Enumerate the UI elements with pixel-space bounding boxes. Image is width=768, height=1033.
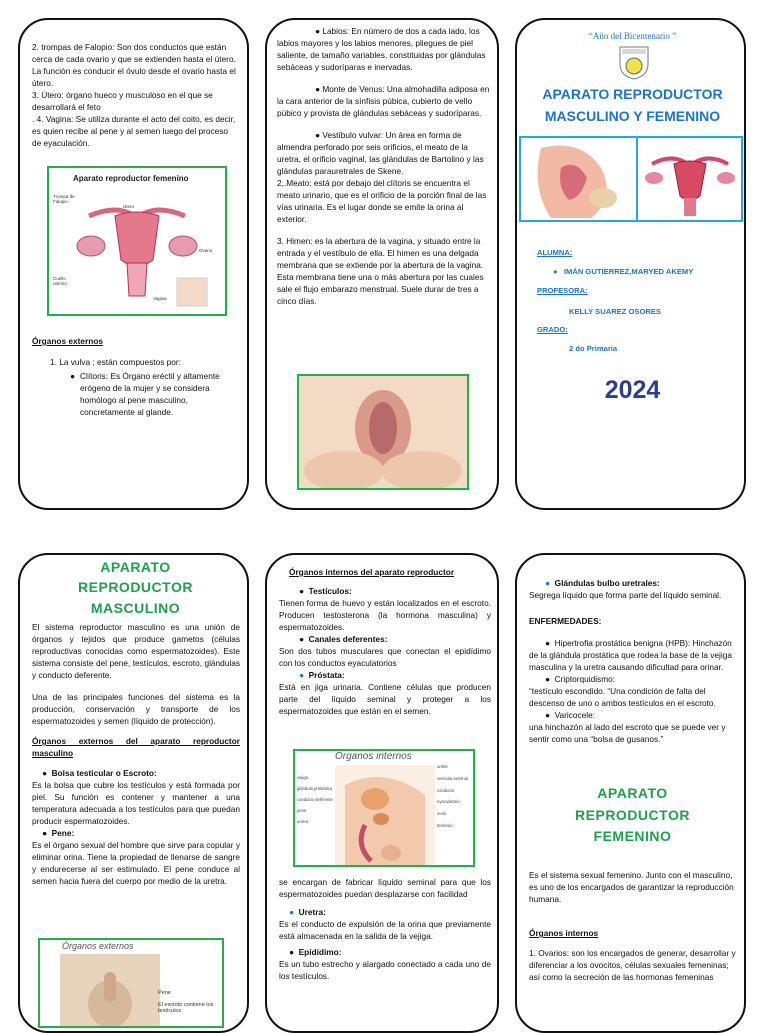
glandulas-text: Segrega líquido que forma parte del líquido seminal.: [529, 590, 722, 601]
vulva-illustration: [299, 376, 467, 488]
uretra-heading: ● Uretra:: [289, 907, 326, 918]
label-utero: Útero: [123, 204, 135, 209]
canales-heading: ● Canales deferentes:: [299, 634, 388, 645]
label-pene: Pene: [158, 990, 171, 996]
male-ext-img-title: Órganos externos: [62, 941, 134, 951]
female-pelvis-illustration: [521, 138, 638, 220]
label-ureter: uréter: [437, 764, 448, 769]
panel-female-internal: [18, 18, 249, 510]
label-recto: recto: [437, 811, 447, 817]
enfermedades-heading: ENFERMEDADES:: [529, 616, 602, 627]
varicocele-heading: ● Varicocele:: [545, 710, 596, 721]
panel-female-external: [265, 18, 499, 510]
motto: “Año del Bicentenario ”: [588, 31, 677, 41]
cover-images: [519, 136, 743, 222]
female-title: APARATO REPRODUCTOR FEMENINO: [575, 785, 690, 845]
male-internal-diagram: [293, 749, 475, 867]
male-intro: El sistema reproductor masculino es una unión de órganos y tejidos que produce gametos (células reproductivas conocidas como espermatozoides). Este sistema consiste del pene, testículos, escroto, glándulas y conducto deferente.: [32, 622, 240, 681]
uterus-front-illustration: [638, 138, 741, 220]
hpb-text: ● Hipertrofia prostática benigna (HPB): Hinchazón de la glándula prostática que rodea la base de la vejiga masculina y la uretra causando dificultad para orinar.: [529, 638, 732, 673]
panel-cover: [515, 18, 746, 510]
prostata-text: Está en jiga urinaria. Contiene células que producen parte del líquido seminal y proteger a los espermatozoides que están en el semen.: [279, 682, 491, 717]
label-vesicula: vesícula seminal: [437, 775, 468, 781]
escroto-heading: ● Bolsa testicular o Escroto:: [42, 768, 157, 779]
grado-value: 2 do Primaria: [569, 344, 618, 353]
label-trompa: Trompa de Falopio: [53, 194, 75, 204]
vestibulo-text: ● Vestíbulo vulvar: Un área en forma de almendra perforado por seis orificios, el meato de la uretra, el orificio vaginal, las glándulas de Bartolino y las glándulas parauretrales de Skene.: [277, 130, 484, 177]
glandulas-heading: ● Glándulas bulbo uretrales:: [545, 578, 660, 588]
male-int-img-title: Órganos internos: [335, 751, 412, 762]
seminal-text: se encargan de fabricar líquido seminal para que los espermatozoides puedan desplazarse con facilidad: [279, 877, 491, 900]
meato-text: 2,.Meato: está por debajo del clítoris se encuentra el meato urinario, que es el orificio de la porción final de las vías urinaria. Es el lugar donde se emite la orina al exterior.: [277, 178, 487, 225]
male-external-diagram: [38, 938, 224, 1028]
panel-male-internal: [265, 553, 499, 1033]
male-functions: Una de las principales funciones del sistema es la producción, conservación y transporte de los espermatozoides y semen (líquido de protección).: [32, 692, 240, 727]
school-crest-icon: [617, 44, 651, 80]
internal-heading: Órganos internos del aparato reproductor: [289, 567, 455, 577]
label-testiculo: testículo: [437, 822, 453, 828]
grado-label: GRADO:: [537, 325, 568, 334]
cripto-heading: ● Criptorquidismo:: [545, 674, 616, 685]
clitoris-item: ● Clítoris: Es Órgano eréctil y altamente erógeno de la mujer y se considera homólogo al pene masculino, concretamente al glande.: [70, 371, 220, 418]
epididimo-text: Es un tubo estrecho y alargado conectado a cada uno de los testículos.: [279, 959, 491, 982]
vulva-item: 1. La vulva ; están compuestos por:: [50, 357, 181, 367]
profesora-label: PROFESORA:: [537, 286, 588, 295]
varicocele-text: una hinchazón al lado del escroto que se puede ver y sentir como una “bolsa de gusanos.”: [529, 722, 726, 745]
male-external-heading: Órganos externos del aparato reproductor masculino: [32, 736, 240, 759]
diagram-title: Aparato reproductor femenino: [73, 174, 189, 183]
vagina-text: . 4. Vagina: Se utiliza durante el acto del coito, es decir, es quien recibe al pene y al semen luego del proceso de eyaculación.: [32, 114, 236, 149]
male-external-illustration: [60, 954, 160, 1028]
alumna-label: ALUMNA:: [537, 248, 573, 257]
pene-text: Es el órgano sexual del hombre que sirve para copular y eliminar orina. Tiene la propiedad de llenarse de sangre y endurecerse al ser estimulado. El pene conduce al semen hacia fuera del cuerpo por medio de la uretra.: [32, 840, 240, 887]
label-ovario: Ovario: [199, 248, 213, 253]
panel-female-intro: [515, 553, 746, 1033]
cover-year: 2024: [604, 376, 661, 404]
uterus-illustration: [49, 168, 225, 314]
canales-text: Son dos tubos musculares que conectan el epidídimo con los conductos eyaculatorios: [279, 646, 491, 669]
cover-title: APARATO REPRODUCTOR MASCULINO Y FEMENINO: [542, 86, 723, 124]
male-title: APARATO REPRODUCTOR MASCULINO: [78, 559, 193, 616]
male-internal-illustration: [335, 765, 435, 865]
profesora-value: KELLY SUAREZ OSORES: [569, 307, 661, 316]
label-conducto: conducto deferente: [297, 796, 333, 802]
ovarios-text: 1. Ovarios: son los encargados de generar, desarrollar y diferenciar a los ovocitos, células sexuales femeninas; así como la secreción de las hormonas femeninas: [529, 948, 736, 983]
label-uretra-int: uretra: [297, 818, 308, 824]
vulva-diagram: [297, 374, 469, 490]
label-eyaculatorio: conducto eyaculatorio: [437, 787, 460, 805]
female-reproductive-diagram: [47, 166, 227, 316]
label-glandula: glándula prostática: [297, 785, 333, 791]
alumna-value: ● IMÁN GUTIERREZ,MARYED AKEMY: [553, 267, 694, 276]
label-escroto: El escroto contiene los testículos: [158, 1002, 214, 1014]
testiculos-heading: ● Testículos:: [299, 586, 352, 597]
cripto-text: “testículo escondido. “Una condición de falta del descenso de uno o ambos testículos en el escroto.: [529, 686, 716, 709]
panel-male-external: [18, 553, 249, 1033]
female-internal-heading: Órganos internos: [529, 928, 599, 939]
pene-heading: ● Pene:: [42, 828, 75, 839]
label-vejiga: vejiga: [297, 775, 308, 780]
testiculos-text: Tienen forma de huevo y están localizados en el escroto. Producen testosterona (la hormona masculina) y espermatozoides.: [279, 598, 491, 633]
label-pene-int: pene: [297, 807, 307, 813]
falopio-text: 2. trompas de Falopio: Son dos conductos que están cerca de cada ovario y que se extienden hasta el útero. La función es conducir el óvulo desde el ovario hasta el útero.: [32, 42, 236, 89]
himen-text: 3. Himen: es la abertura de la vagina, y situado entre la entrada y el vestíbulo de ella. El himen es una delgada membrana que se extiende por la abertura de la vagina. Esta membrana tiene una o más abertura por las cuales sale el flujo embarazo menstrual. Suele durar de tres a cinco días.: [277, 236, 484, 307]
labios-text: ● Labios: En número de dos a cada lado, los labios mayores y los labios menores, pliegues de piel saliente, de tamaño variables, constituidas por glándulas sebáceas y sudoríparas e inervadas.: [277, 26, 486, 73]
uretra-text: Es el conducto de expulsión de la orina que previamente está almacenada en la salida de la vejiga.: [279, 919, 491, 942]
female-intro: Es el sistema sexual femenino. Junto con el masculino, es uno de los encargados de garantizar la reproducción humana.: [529, 870, 734, 905]
utero-text: 3. Útero: órgano hueco y musculoso en el que se desarrollará el feto: [32, 90, 213, 113]
epididimo-heading: ● Epidídimo:: [289, 947, 342, 958]
escroto-text: Es la bolsa que cubre los testículos y está formada por piel. Su función es contener y mantener a una temperatura adecuada a los testículos para que puedan producir espermatozoides.: [32, 780, 240, 827]
label-cuello: Cuello uterino: [53, 276, 67, 286]
external-organs-heading: Órganos externos: [32, 336, 104, 346]
prostata-heading: ● Próstata:: [299, 670, 345, 681]
venus-text: ● Monte de Venus: Una almohadilla adiposa en la cara anterior de la sínfisis púbica, cubierto de vello púbico y provista de glándulas sebáceas y sudoríparas.: [277, 84, 490, 119]
label-vagina: Vagina: [153, 296, 167, 301]
